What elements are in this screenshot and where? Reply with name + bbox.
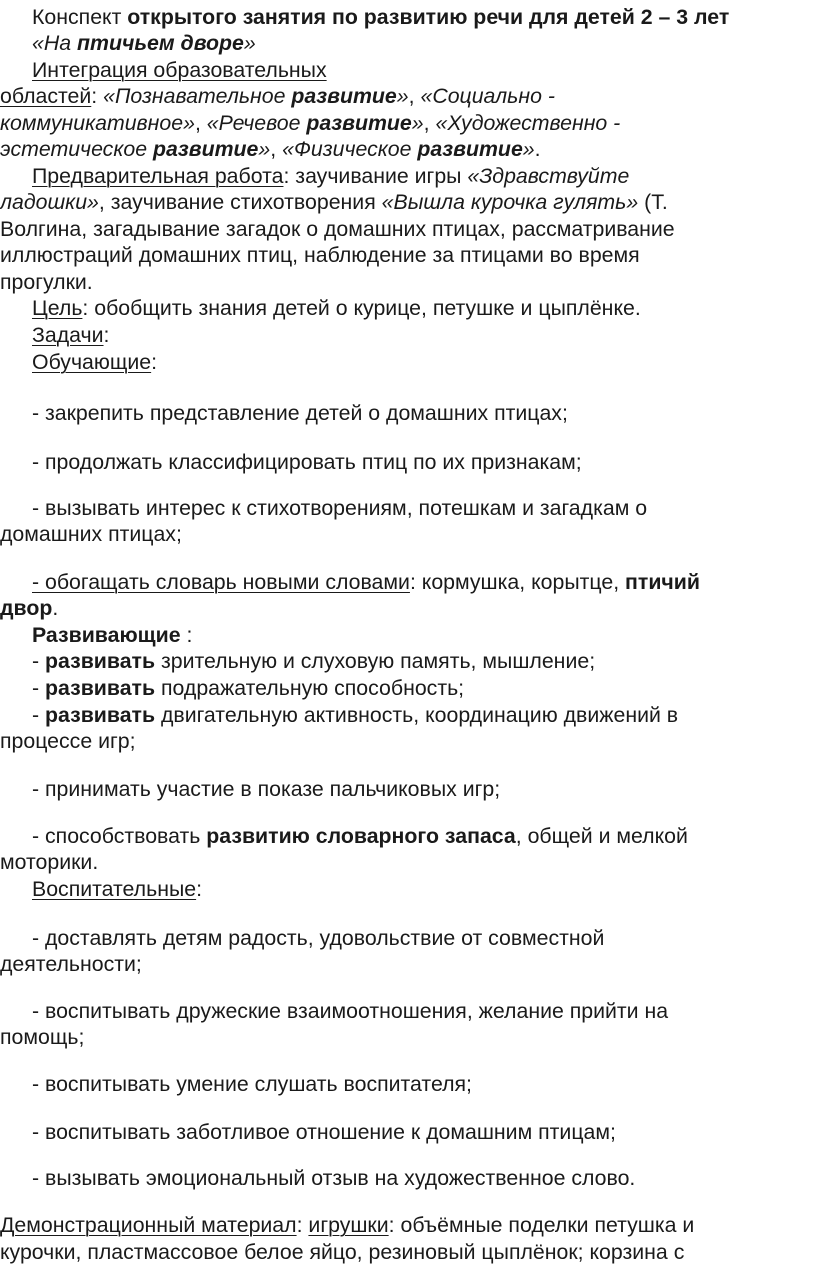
preliminary-label: Предварительная работа xyxy=(32,164,284,188)
poem-title: «Вышла курочка гулять» xyxy=(381,190,639,214)
quote-close: » xyxy=(411,111,424,135)
separator: , xyxy=(194,111,207,135)
separator: , xyxy=(423,111,436,135)
integration-label: Интеграция образовательных xyxy=(32,58,327,82)
list-item: - вызывать интерес к стихотворениям, потешкам и загадкам о xyxy=(32,496,648,520)
area-word: развитие xyxy=(417,137,523,161)
list-item xyxy=(32,648,595,674)
subtitle-bold: птичьем дворе xyxy=(77,31,244,55)
preliminary-text: , заучивание стихотворения xyxy=(98,190,382,214)
vocab-bold: птичий xyxy=(625,570,700,594)
colon: : xyxy=(91,84,104,108)
demo-label: Демонстрационный материал xyxy=(0,1213,297,1237)
game-title-cont: ладошки» xyxy=(0,190,99,214)
list-item xyxy=(32,569,700,595)
game-title: «Здравствуйте xyxy=(467,164,630,188)
subtitle-close: » xyxy=(243,31,256,55)
goal-text: : обобщить знания детей о курице, петушке и цыплёнке. xyxy=(82,296,641,320)
title-prefix: Конспект xyxy=(32,5,128,29)
period: . xyxy=(52,596,59,620)
area-aesthetic: эстетическое xyxy=(0,137,153,161)
quote-close: » xyxy=(522,137,535,161)
list-item-cont: процессе игр; xyxy=(0,729,136,753)
integration-line-4 xyxy=(0,136,541,162)
area-word: развитие xyxy=(153,137,259,161)
list-item: - доставлять детям радость, удовольствие от совместной xyxy=(32,926,605,950)
verb-bold: развивать xyxy=(45,649,156,673)
integration-label-line xyxy=(32,57,327,83)
item-bold: развитию словарного запаса xyxy=(206,824,516,848)
preliminary-line-4: иллюстраций домашних птиц, наблюдение за птицами во время xyxy=(0,243,640,267)
quote-close: » xyxy=(258,137,271,161)
preliminary-line-1 xyxy=(32,163,629,189)
preliminary-line-3: Волгина, загадывание загадок о домашних птицах, рассматривание xyxy=(0,217,675,241)
area-artistic: «Художественно - xyxy=(435,111,621,135)
area-speech: «Речевое xyxy=(206,111,307,135)
dash: - xyxy=(32,703,46,727)
preliminary-text: (Т. xyxy=(638,190,668,214)
tasks-label: Задачи xyxy=(32,323,104,347)
subtitle-open: «На xyxy=(32,31,77,55)
item-text: зрительную и слуховую память, мышление; xyxy=(155,649,596,673)
list-item-cont: домашних птицах; xyxy=(0,522,182,546)
list-item: - принимать участие в показе пальчиковых игр; xyxy=(32,777,501,801)
demo-text: : объёмные поделки петушка и xyxy=(388,1213,695,1237)
integration-label-cont: областей xyxy=(0,84,92,108)
vocab-words: : кормушка, корытце, xyxy=(409,570,626,594)
integration-line-3 xyxy=(0,110,620,136)
colon: : xyxy=(180,623,193,647)
list-item: - воспитывать дружеские взаимоотношения, желание прийти на xyxy=(32,999,669,1023)
quote-close: » xyxy=(396,84,409,108)
colon: : xyxy=(296,1213,309,1237)
goal-line xyxy=(32,295,641,321)
list-item-cont: помощь; xyxy=(0,1025,85,1049)
area-social-cont: коммуникативное» xyxy=(0,111,195,135)
list-item-cont xyxy=(0,595,58,621)
list-item: - продолжать классифицировать птиц по их признакам; xyxy=(32,450,582,474)
integration-line-2 xyxy=(0,83,555,109)
colon: : xyxy=(151,350,158,374)
title-bold: открытого занятия по развитию речи для детей 2 – 3 лет xyxy=(127,5,730,29)
dash: - xyxy=(32,676,46,700)
area-word: развитие xyxy=(291,84,397,108)
developing-heading xyxy=(32,622,192,648)
area-physical: «Физическое xyxy=(282,137,418,161)
list-item xyxy=(32,675,464,701)
colon: : xyxy=(196,877,203,901)
verb-bold: развивать xyxy=(45,703,156,727)
area-word: развитие xyxy=(306,111,412,135)
list-item-cont: деятельности; xyxy=(0,952,142,976)
list-item xyxy=(32,823,688,849)
document-subtitle xyxy=(32,30,256,56)
goal-label: Цель xyxy=(32,296,83,320)
list-item: - вызывать эмоциональный отзыв на художественное слово. xyxy=(32,1166,636,1190)
area-social: «Социально - xyxy=(420,84,555,108)
separator: , xyxy=(408,84,421,108)
preliminary-text: : заучивание игры xyxy=(283,164,468,188)
teaching-label: Обучающие xyxy=(32,350,152,374)
list-item xyxy=(32,702,678,728)
tasks-heading xyxy=(32,322,109,348)
preliminary-line-5: прогулки. xyxy=(0,270,93,294)
area-cognitive: «Познавательное xyxy=(103,84,292,108)
educational-heading xyxy=(32,876,202,902)
toys-label: игрушки xyxy=(308,1213,389,1237)
educational-label: Воспитательные xyxy=(32,877,197,901)
list-item-cont: моторики. xyxy=(0,850,99,874)
colon: : xyxy=(103,323,110,347)
list-item: - воспитывать заботливое отношение к домашним птицам; xyxy=(32,1120,616,1144)
developing-label: Развивающие xyxy=(32,623,181,647)
demo-line-1 xyxy=(0,1212,694,1238)
list-item: - закрепить представление детей о домашних птицах; xyxy=(32,401,568,425)
list-item: - воспитывать умение слушать воспитателя; xyxy=(32,1072,472,1096)
item-text: - способствовать xyxy=(32,824,207,848)
item-text: двигательную активность, координацию движений в xyxy=(155,703,679,727)
preliminary-line-2 xyxy=(0,189,668,215)
demo-line-2: курочки, пластмассовое белое яйцо, резиновый цыплёнок; корзина с xyxy=(0,1240,685,1264)
verb-bold: развивать xyxy=(45,676,156,700)
item-text: подражательную способность; xyxy=(155,676,465,700)
dash: - xyxy=(32,649,46,673)
item-text: , общей и мелкой xyxy=(515,824,688,848)
separator: , xyxy=(270,137,283,161)
document-title xyxy=(32,4,729,30)
period: . xyxy=(534,137,541,161)
vocab-label: - обогащать словарь новыми словами xyxy=(32,570,410,594)
teaching-heading xyxy=(32,349,157,375)
vocab-bold: двор xyxy=(0,596,53,620)
